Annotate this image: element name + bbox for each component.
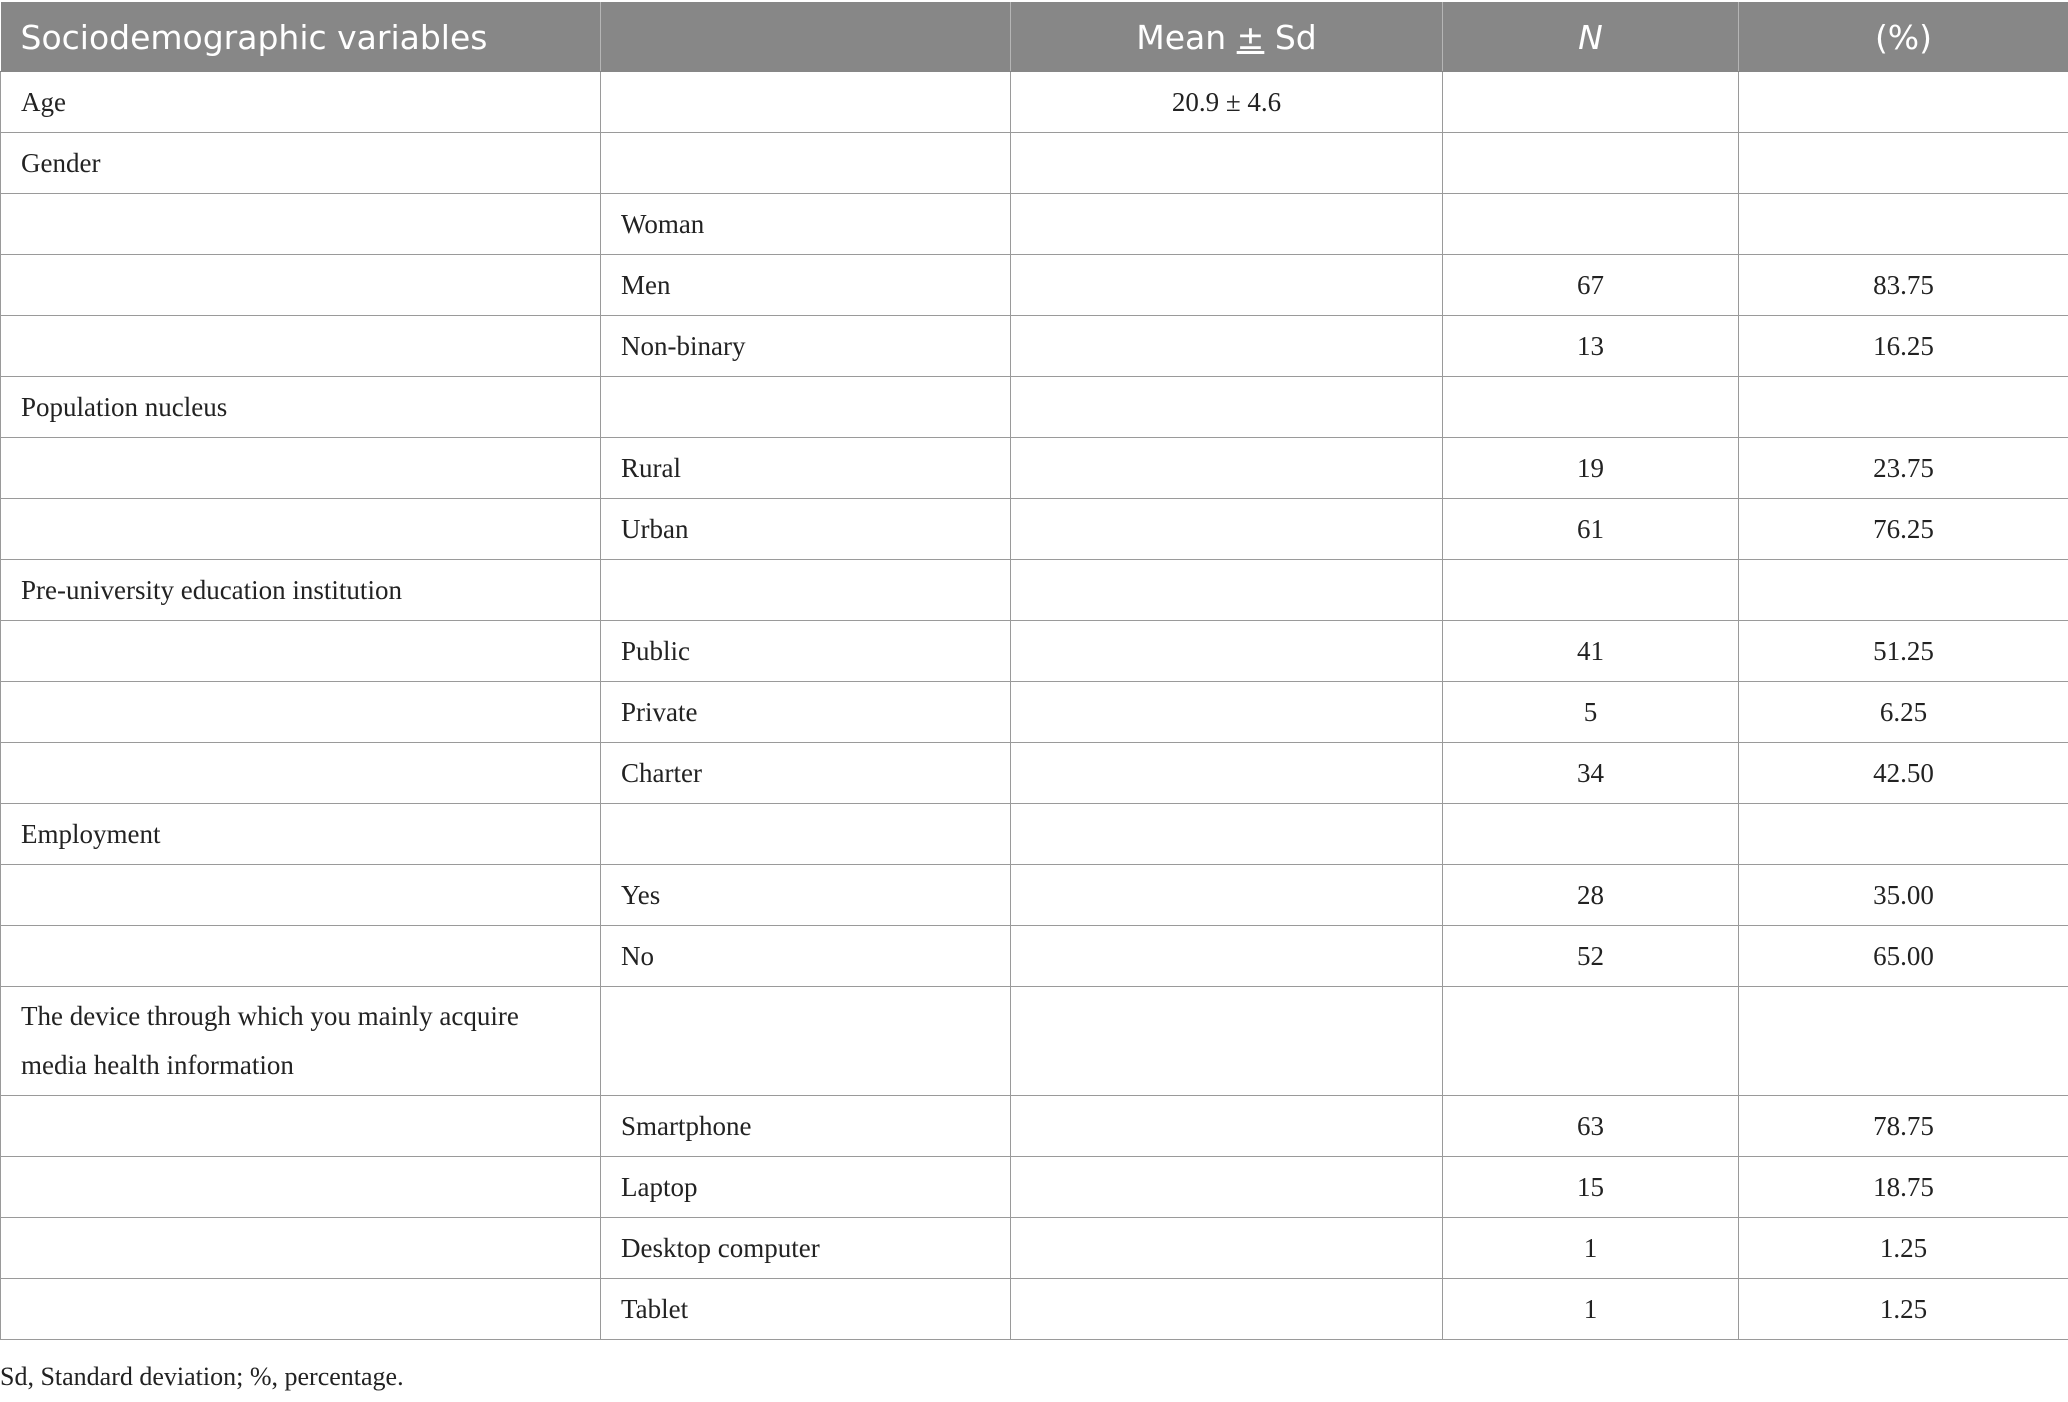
cell-percent: 83.75 [1739, 255, 2068, 316]
cell-percent: 78.75 [1739, 1096, 2068, 1157]
cell-variable [1, 743, 601, 804]
header-n [1443, 3, 1739, 72]
cell-n: 1 [1443, 1279, 1739, 1340]
cell-percent: 51.25 [1739, 621, 2068, 682]
cell-percent: 18.75 [1739, 1157, 2068, 1218]
table-row [1, 1279, 2068, 1340]
cell-percent: 16.25 [1739, 316, 2068, 377]
cell-category: Laptop [601, 1157, 1011, 1218]
cell-category: Non-binary [601, 316, 1011, 377]
cell-percent [1739, 133, 2068, 194]
table-body [1, 72, 2068, 1340]
cell-category [601, 377, 1011, 438]
cell-category: Woman [601, 194, 1011, 255]
cell-n: 1 [1443, 1218, 1739, 1279]
cell-mean-sd [1011, 438, 1443, 499]
cell-category [601, 133, 1011, 194]
header-mean-sd [1011, 3, 1443, 72]
cell-percent: 76.25 [1739, 499, 2068, 560]
cell-percent: 23.75 [1739, 438, 2068, 499]
cell-n [1443, 72, 1739, 133]
cell-percent [1739, 560, 2068, 621]
cell-category: Rural [601, 438, 1011, 499]
cell-mean-sd [1011, 377, 1443, 438]
cell-mean-sd [1011, 1157, 1443, 1218]
cell-n [1443, 377, 1739, 438]
cell-category: Yes [601, 865, 1011, 926]
table-row [1, 804, 2068, 865]
cell-variable: The device through which you mainly acquire media health information [1, 987, 601, 1096]
cell-n: 15 [1443, 1157, 1739, 1218]
cell-variable [1, 255, 601, 316]
table-row [1, 926, 2068, 987]
cell-variable: Population nucleus [1, 377, 601, 438]
cell-mean-sd [1011, 865, 1443, 926]
cell-variable [1, 1279, 601, 1340]
cell-n [1443, 987, 1739, 1096]
cell-variable [1, 438, 601, 499]
cell-category: Private [601, 682, 1011, 743]
cell-category: Smartphone [601, 1096, 1011, 1157]
table-row [1, 621, 2068, 682]
cell-category: Urban [601, 499, 1011, 560]
cell-n: 5 [1443, 682, 1739, 743]
cell-percent [1739, 194, 2068, 255]
cell-category: Desktop computer [601, 1218, 1011, 1279]
table-row [1, 499, 2068, 560]
table-row [1, 865, 2068, 926]
cell-category: Charter [601, 743, 1011, 804]
table-row [1, 72, 2068, 133]
cell-percent [1739, 804, 2068, 865]
cell-variable [1, 926, 601, 987]
cell-n [1443, 804, 1739, 865]
header-mean-suffix: Sd [1264, 17, 1317, 57]
cell-mean-sd [1011, 255, 1443, 316]
cell-n: 41 [1443, 621, 1739, 682]
cell-variable [1, 621, 601, 682]
cell-mean-sd [1011, 743, 1443, 804]
table-row [1, 316, 2068, 377]
cell-n: 61 [1443, 499, 1739, 560]
cell-mean-sd [1011, 194, 1443, 255]
cell-variable [1, 1218, 601, 1279]
cell-mean-sd [1011, 682, 1443, 743]
cell-mean-sd [1011, 1096, 1443, 1157]
cell-mean-sd [1011, 499, 1443, 560]
header-plus-minus: ± [1236, 17, 1265, 57]
cell-category: Men [601, 255, 1011, 316]
cell-variable [1, 1157, 601, 1218]
cell-mean-sd [1011, 316, 1443, 377]
cell-n: 52 [1443, 926, 1739, 987]
cell-percent: 42.50 [1739, 743, 2068, 804]
table-footnote: Sd, Standard deviation; %, percentage. [0, 1362, 404, 1391]
cell-percent [1739, 72, 2068, 133]
table-row [1, 560, 2068, 621]
cell-variable [1, 865, 601, 926]
cell-category: No [601, 926, 1011, 987]
cell-n [1443, 560, 1739, 621]
cell-n: 67 [1443, 255, 1739, 316]
cell-category: Public [601, 621, 1011, 682]
cell-category [601, 804, 1011, 865]
cell-n [1443, 194, 1739, 255]
table-row [1, 743, 2068, 804]
cell-percent: 6.25 [1739, 682, 2068, 743]
table-row [1, 1157, 2068, 1218]
cell-variable: Age [1, 72, 601, 133]
header-row [1, 3, 2068, 72]
cell-category [601, 560, 1011, 621]
cell-category: Tablet [601, 1279, 1011, 1340]
header-category [601, 3, 1011, 72]
cell-percent: 1.25 [1739, 1279, 2068, 1340]
cell-variable [1, 316, 601, 377]
header-n-label: N [1578, 17, 1603, 57]
table-row [1, 987, 2068, 1096]
table-row [1, 255, 2068, 316]
header-variable: Sociodemographic variables [1, 3, 601, 72]
cell-n: 63 [1443, 1096, 1739, 1157]
cell-percent [1739, 987, 2068, 1096]
table-row [1, 438, 2068, 499]
cell-mean-sd [1011, 133, 1443, 194]
cell-variable [1, 682, 601, 743]
cell-n: 19 [1443, 438, 1739, 499]
cell-mean-sd [1011, 926, 1443, 987]
table-row [1, 1096, 2068, 1157]
table-row [1, 682, 2068, 743]
cell-percent: 65.00 [1739, 926, 2068, 987]
cell-mean-sd [1011, 621, 1443, 682]
table-row [1, 377, 2068, 438]
cell-mean-sd: 20.9 ± 4.6 [1011, 72, 1443, 133]
cell-mean-sd [1011, 560, 1443, 621]
table-row [1, 133, 2068, 194]
cell-category [601, 987, 1011, 1096]
cell-variable: Pre-university education institution [1, 560, 601, 621]
cell-n: 13 [1443, 316, 1739, 377]
cell-mean-sd [1011, 804, 1443, 865]
cell-variable [1, 499, 601, 560]
sociodemographic-table [0, 2, 2068, 1340]
cell-mean-sd [1011, 1279, 1443, 1340]
cell-category [601, 72, 1011, 133]
cell-percent: 1.25 [1739, 1218, 2068, 1279]
cell-variable: Gender [1, 133, 601, 194]
cell-percent [1739, 377, 2068, 438]
table-row [1, 1218, 2068, 1279]
header-percent: (%) [1739, 3, 2068, 72]
header-mean-prefix: Mean [1136, 17, 1237, 57]
cell-variable [1, 194, 601, 255]
data-table-container [0, 2, 2068, 1340]
cell-percent: 35.00 [1739, 865, 2068, 926]
cell-mean-sd [1011, 1218, 1443, 1279]
cell-n [1443, 133, 1739, 194]
cell-mean-sd [1011, 987, 1443, 1096]
cell-n: 34 [1443, 743, 1739, 804]
table-row [1, 194, 2068, 255]
cell-n: 28 [1443, 865, 1739, 926]
cell-variable [1, 1096, 601, 1157]
cell-variable: Employment [1, 804, 601, 865]
